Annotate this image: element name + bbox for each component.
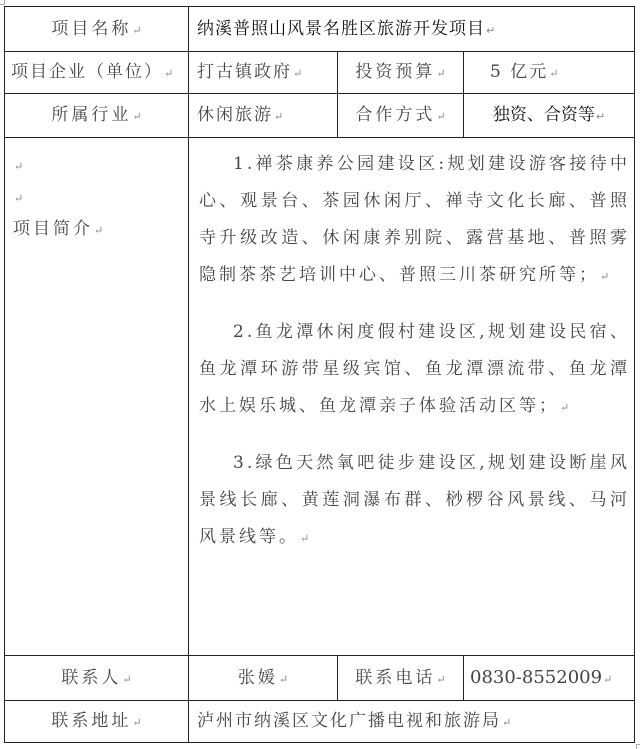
project-name-label-cell [5, 7, 189, 52]
cooperation-label-cell [338, 94, 464, 138]
phone-value: 0830-8552009 [470, 667, 603, 688]
project-name-value-cell [189, 7, 635, 52]
paragraph-mark-icon: ↵ [600, 270, 610, 283]
paragraph-mark-icon: ↵ [436, 110, 446, 123]
industry-value-cell [189, 94, 338, 138]
paragraph-mark-icon: ↵ [132, 23, 142, 37]
intro-paragraph-1: 1.禅茶康养公园建设区:规划建设游客接待中心、观景台、茶园休闲厅、禅寺文化长廊、普照寺升级改造、休闲康养别院、露营基地、普照雾隐制茶茶艺培训中心、普照三川茶研究所等；↵ [199, 154, 630, 285]
paragraph-mark-icon: ↵ [164, 67, 174, 80]
budget-value: 5 亿元 [490, 62, 549, 82]
address-value: 泸州市纳溪区文化广播电视和旅游局 [197, 711, 501, 731]
industry-label: 所属行业 [51, 105, 132, 125]
row-contact [5, 656, 635, 701]
enterprise-label: 项目企业（单位） [11, 62, 163, 82]
phone-label-cell [338, 656, 464, 701]
paragraph-mark-icon: ↵ [486, 23, 496, 37]
enterprise-value-cell [189, 52, 338, 94]
paragraph-mark-icon: ↵ [14, 192, 24, 205]
row-project-name [5, 7, 635, 52]
intro-body-cell [189, 138, 635, 656]
contact-label-cell [5, 656, 189, 701]
paragraph-mark-icon: ↵ [274, 110, 284, 123]
phone-label: 联系电话 [355, 667, 436, 688]
address-value-cell [189, 701, 635, 743]
industry-value: 休闲旅游 [197, 105, 273, 125]
cooperation-value: 独资、合资等 [492, 105, 595, 125]
paragraph-mark-icon: ↵ [549, 67, 559, 80]
phone-value-cell [464, 656, 635, 701]
intro-label-cell [5, 138, 189, 656]
paragraph-mark-icon: ↵ [436, 672, 446, 686]
address-label: 联系地址 [51, 711, 132, 731]
paragraph-mark-icon: ↵ [122, 672, 132, 686]
contact-value-cell [189, 656, 338, 701]
paragraph-mark-icon: ↵ [595, 110, 606, 123]
intro-paragraph-3: 3.绿色天然氧吧徒步建设区,规划建设断崖风景线长廊、黄莲洞瀑布群、桫椤谷风景线、马河风景线等。↵ [199, 453, 630, 547]
enterprise-value: 打古镇政府 [197, 62, 292, 82]
row-project-intro [5, 138, 635, 656]
paragraph-mark-icon: ↵ [132, 110, 142, 123]
address-label-cell [5, 701, 189, 743]
project-name-label: 项目名称 [51, 18, 132, 39]
paragraph-mark-icon: ↵ [132, 716, 142, 729]
page-corner-mark [636, 744, 640, 749]
budget-label: 投资预算 [355, 62, 436, 82]
project-name-value: 纳溪普照山风景名胜区旅游开发项目 [197, 18, 485, 39]
project-info-table [4, 6, 635, 743]
paragraph-mark-icon: ↵ [14, 160, 24, 173]
intro-paragraph-2: 2.鱼龙潭休闲度假村建设区,规划建设民宿、鱼龙潭环游带星级宾馆、鱼龙潭漂流带、鱼龙潭水上娱乐城、鱼龙潭亲子体验活动区等；↵ [199, 322, 630, 416]
intro-label: 项目简介 [13, 219, 93, 239]
page-corner-mark [0, 0, 5, 5]
paragraph-mark-icon: ↵ [603, 673, 613, 686]
contact-value: 张媛 [237, 667, 278, 688]
paragraph-mark-icon: ↵ [300, 532, 310, 545]
paragraph-mark-icon: ↵ [436, 67, 446, 80]
paragraph-mark-icon: ↵ [278, 672, 289, 686]
cooperation-label: 合作方式 [355, 105, 436, 125]
paragraph-mark-icon: ↵ [293, 67, 303, 80]
paragraph-mark-icon: ↵ [502, 716, 512, 729]
enterprise-label-cell [5, 52, 189, 94]
paragraph-mark-icon: ↵ [94, 224, 104, 237]
industry-label-cell [5, 94, 189, 138]
row-industry [5, 94, 635, 138]
budget-label-cell [338, 52, 464, 94]
row-enterprise [5, 52, 635, 94]
paragraph-mark-icon: ↵ [560, 401, 570, 414]
cooperation-value-cell [464, 94, 635, 138]
contact-label: 联系人 [61, 667, 122, 688]
row-address [5, 701, 635, 743]
budget-value-cell [464, 52, 635, 94]
